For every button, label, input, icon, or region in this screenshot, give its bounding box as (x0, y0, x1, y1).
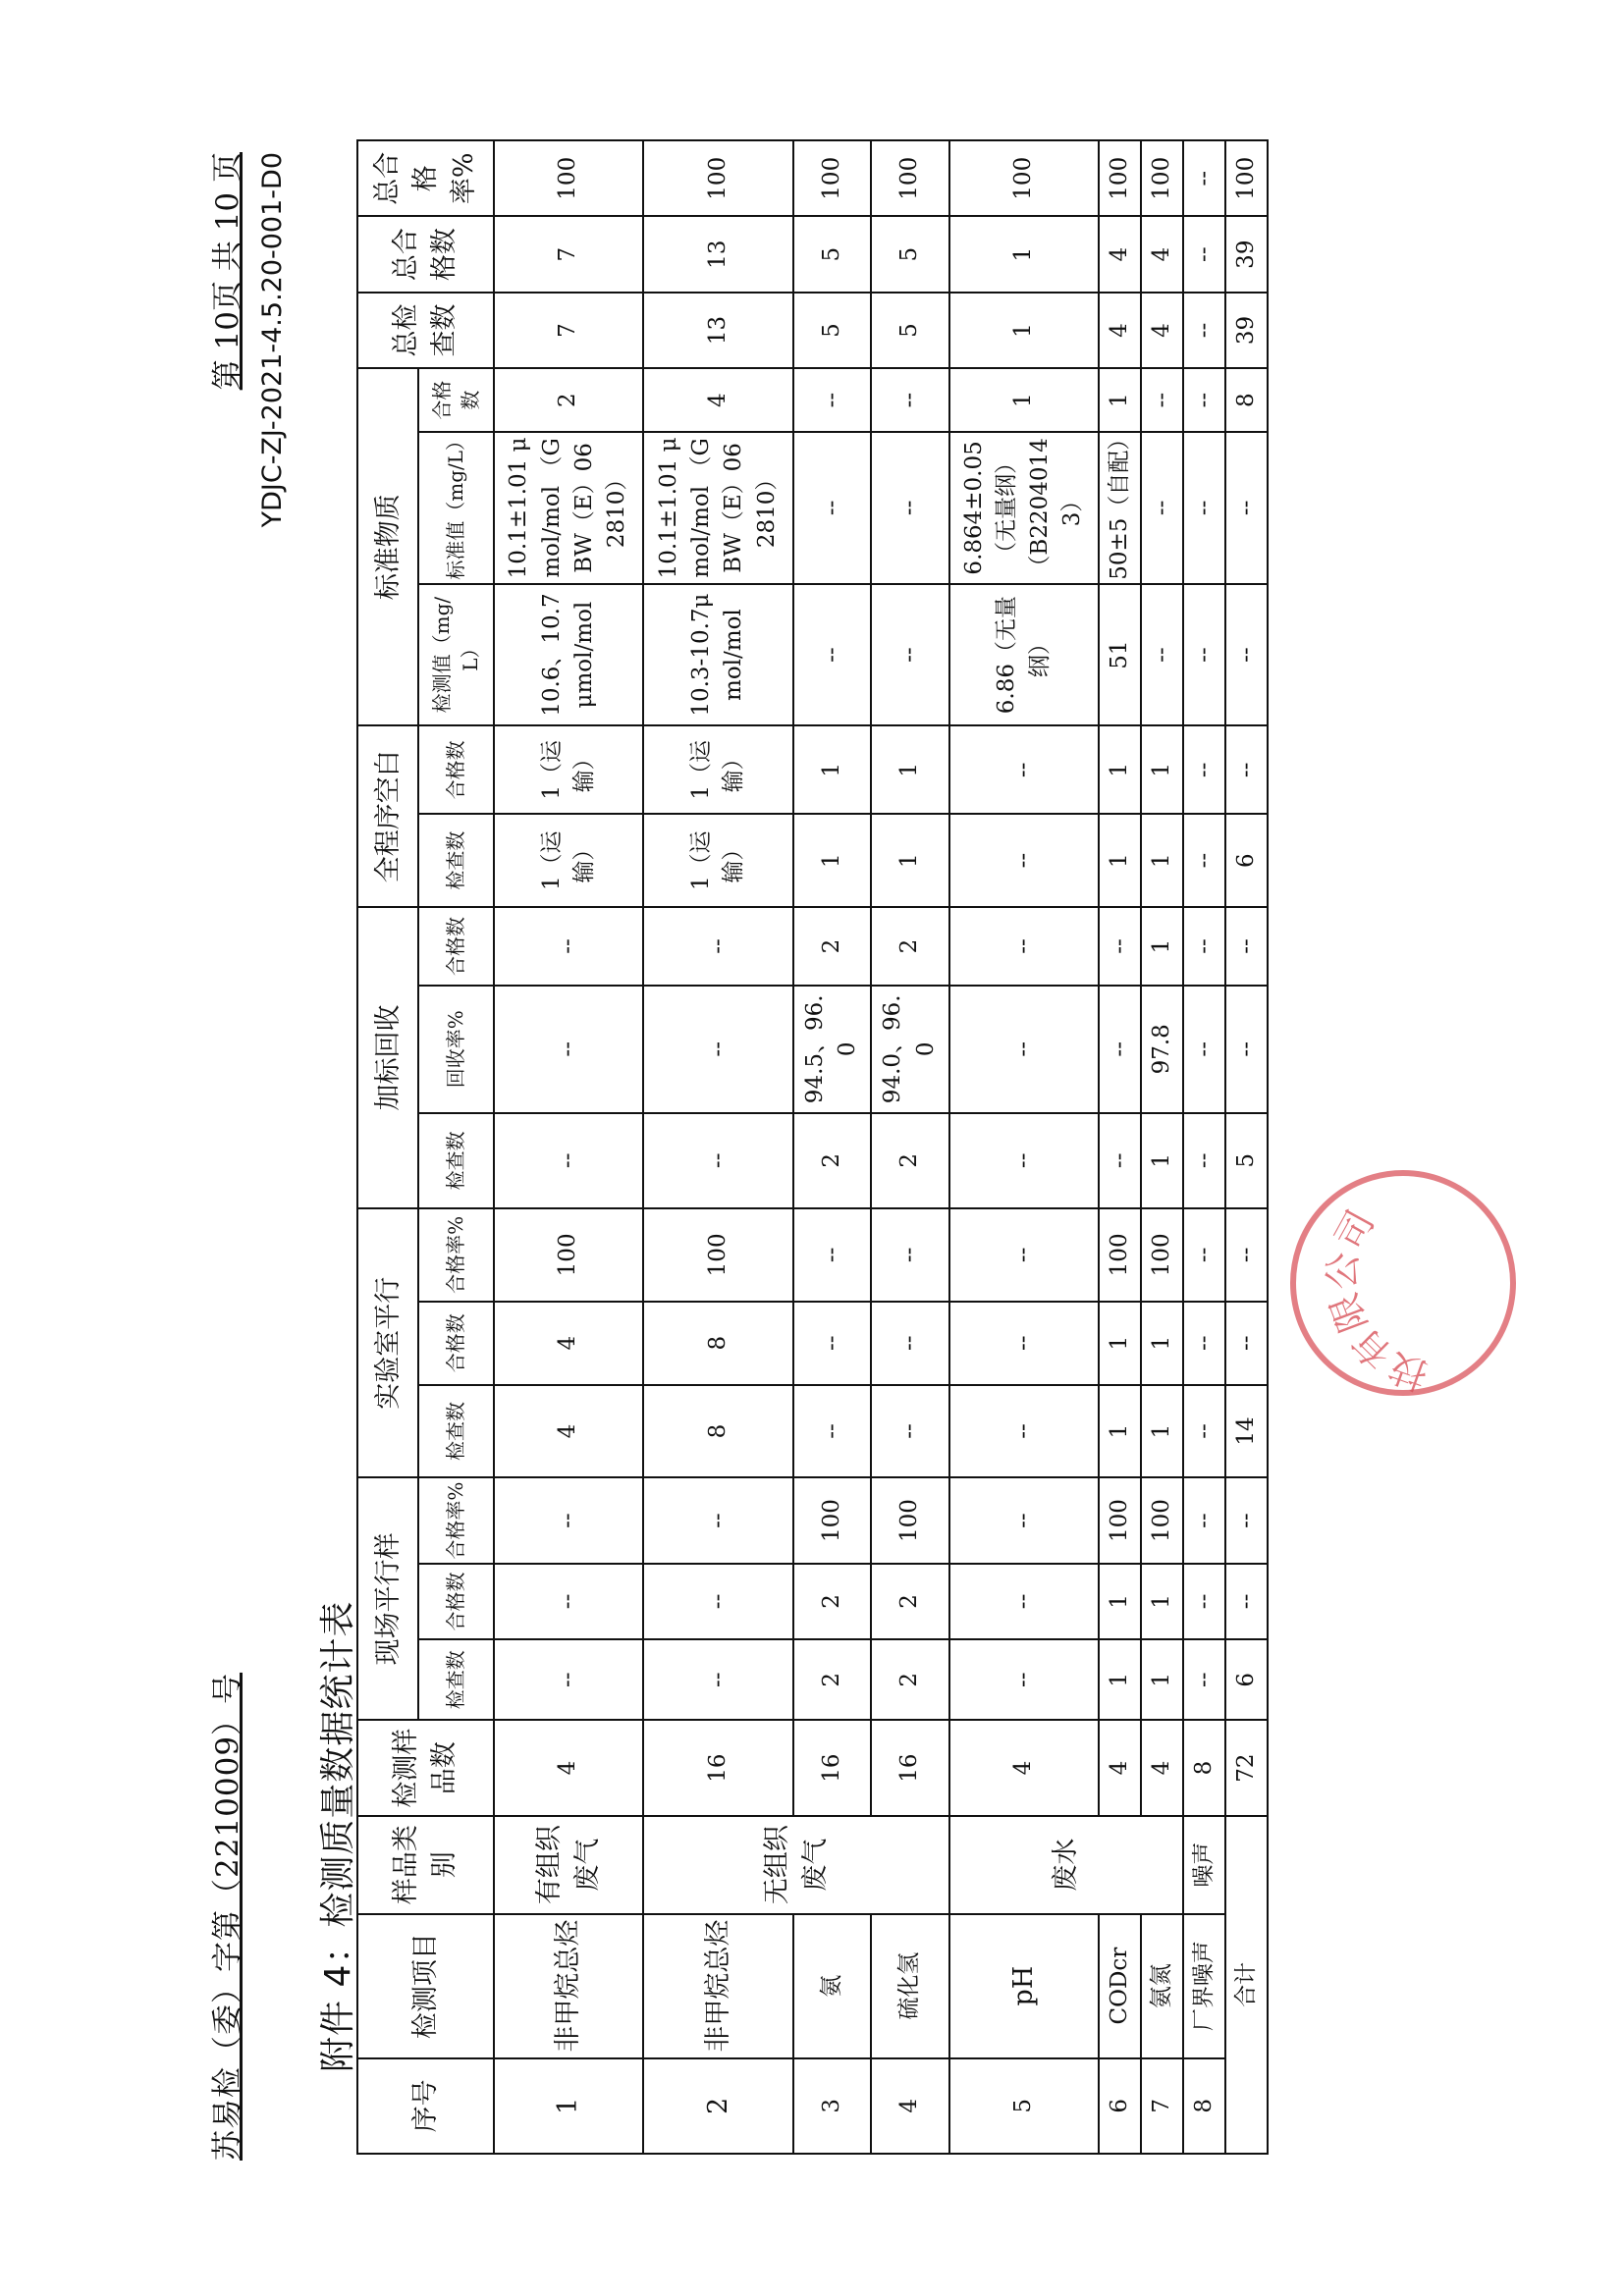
sub-pass-rate: 合格率% (418, 1208, 494, 1302)
cell-total-checked: 5 (793, 293, 871, 368)
cell-total-rate: 100 (871, 140, 948, 217)
sub-pass: 合格数 (418, 368, 494, 432)
cell-total-label: 合计 (1225, 1816, 1268, 2154)
cell-sr-rate: -- (1225, 986, 1268, 1113)
cell-sm-pass: -- (871, 368, 948, 432)
cell-sm-pass: 2 (494, 368, 643, 432)
cell-lp-checked: -- (793, 1385, 871, 1478)
cell-lp-rate: -- (1225, 1208, 1268, 1302)
cell-fb-checked: 1 (1099, 814, 1141, 907)
cell-lp-rate: 100 (1141, 1208, 1183, 1302)
cell-sm-pass: 4 (643, 368, 792, 432)
cell-lp-rate: -- (949, 1208, 1099, 1302)
cell-fp-rate: 100 (871, 1477, 948, 1563)
cell-sample-count: 16 (643, 1720, 792, 1815)
cell-total-checked: 39 (1225, 293, 1268, 368)
cell-fb-pass: 1 (793, 725, 871, 814)
cell-sr-pass: -- (1099, 907, 1141, 986)
cell-sr-checked: 1 (1141, 1113, 1183, 1208)
cell-total-checked: 5 (871, 293, 948, 368)
cell-fb-pass: -- (1183, 725, 1225, 814)
cell-sr-checked: -- (949, 1113, 1099, 1208)
cell-sr-pass: -- (949, 907, 1099, 986)
sub-pass: 合格数 (418, 1302, 494, 1385)
cell-lp-checked: -- (871, 1385, 948, 1478)
table-row (949, 140, 1099, 2154)
cell-sample-type: 噪声 (1183, 1816, 1225, 1914)
cell-total-checked: 4 (1099, 293, 1141, 368)
cell-sr-rate: -- (1183, 986, 1225, 1113)
cell-item: 氨氮 (1141, 1914, 1183, 2058)
cell-lp-pass: -- (793, 1302, 871, 1385)
cell-fp-pass: 1 (1141, 1564, 1183, 1639)
cell-fp-pass: 2 (871, 1564, 948, 1639)
cell-sm-pass: 1 (949, 368, 1099, 432)
cell-fb-checked: 1 (871, 814, 948, 907)
cell-lp-rate: -- (793, 1208, 871, 1302)
cell-sr-rate: 94.0、96.0 (871, 986, 948, 1113)
cell-fb-pass: 1（运输） (643, 725, 792, 814)
cell-total-pass: 4 (1099, 217, 1141, 293)
cell-fp-rate: -- (1225, 1477, 1268, 1563)
cell-sample-count: 4 (1141, 1720, 1183, 1815)
col-spike-recovery: 加标回收 (357, 907, 418, 1208)
sub-checked: 检查数 (418, 1113, 494, 1208)
page-number: 第 10页 共 10 页 (210, 152, 245, 391)
sub-pass-rate: 合格率% (418, 1477, 494, 1563)
cell-fp-checked: -- (1183, 1639, 1225, 1720)
cell-total-pass: 5 (793, 217, 871, 293)
cell-lp-pass: -- (949, 1302, 1099, 1385)
col-total-checked: 总检查数 (357, 293, 494, 368)
table-total-row (1225, 140, 1268, 2154)
cell-fp-rate: 100 (1141, 1477, 1183, 1563)
cell-item: 氨 (793, 1914, 871, 2058)
cell-sample-count: 8 (1183, 1720, 1225, 1815)
cell-sample-count: 4 (494, 1720, 643, 1815)
cell-fp-checked: 2 (793, 1639, 871, 1720)
cell-sr-rate: 94.5、96.0 (793, 986, 871, 1113)
cell-item: pH (949, 1914, 1099, 2058)
cell-sr-pass: -- (1183, 907, 1225, 986)
cell-total-checked: 13 (643, 293, 792, 368)
col-field-parallel: 现场平行样 (357, 1477, 418, 1720)
cell-sr-rate: 97.8 (1141, 986, 1183, 1113)
cell-lp-rate: -- (1183, 1208, 1225, 1302)
cell-fp-checked: 1 (1141, 1639, 1183, 1720)
cell-fb-pass: 1 (871, 725, 948, 814)
cell-lp-checked: 1 (1099, 1385, 1141, 1478)
cell-fp-pass: -- (949, 1564, 1099, 1639)
cell-fb-checked: 1 (1141, 814, 1183, 907)
cell-total-rate: 100 (494, 140, 643, 217)
company-seal (1283, 1162, 1524, 1403)
cell-sr-rate: -- (949, 986, 1099, 1113)
cell-total-pass: 5 (871, 217, 948, 293)
table-row (1183, 140, 1225, 2154)
cell-sm-measured: -- (1183, 584, 1225, 726)
cell-fp-rate: 100 (1099, 1477, 1141, 1563)
sub-measured: 检测值（mg/L） (418, 584, 494, 726)
cell-sm-standard: 6.864±0.05 （无量纲） （B22040143） (949, 432, 1099, 584)
cell-total-pass: 39 (1225, 217, 1268, 293)
quality-stats-table (356, 139, 1269, 2155)
cell-lp-pass: 1 (1099, 1302, 1141, 1385)
col-seq: 序号 (357, 2058, 494, 2154)
cell-sm-pass: -- (1183, 368, 1225, 432)
cell-fp-rate: -- (1183, 1477, 1225, 1563)
cell-total-checked: 7 (494, 293, 643, 368)
cell-sr-checked: 2 (871, 1113, 948, 1208)
cell-sr-checked: 2 (793, 1113, 871, 1208)
cell-total-rate: 100 (1099, 140, 1141, 217)
cell-sr-checked: -- (1183, 1113, 1225, 1208)
cell-seq: 1 (494, 2058, 643, 2154)
cell-sm-standard: -- (1225, 432, 1268, 584)
cell-sample-count: 4 (949, 1720, 1099, 1815)
cell-total-rate: 100 (793, 140, 871, 217)
cell-item: 非甲烷总烃 (494, 1914, 643, 2058)
cell-lp-checked: 8 (643, 1385, 792, 1478)
col-full-blank: 全程序空白 (357, 725, 418, 907)
cell-sr-pass: 1 (1141, 907, 1183, 986)
cell-lp-pass: -- (871, 1302, 948, 1385)
cell-fp-pass: 2 (793, 1564, 871, 1639)
cell-lp-rate: 100 (494, 1208, 643, 1302)
cell-sr-checked: -- (494, 1113, 643, 1208)
cell-fp-checked: 1 (1099, 1639, 1141, 1720)
sub-pass: 合格数 (418, 725, 494, 814)
cell-sr-checked: 5 (1225, 1113, 1268, 1208)
col-sample-type: 样品类别 (357, 1816, 494, 1914)
cell-sr-pass: 2 (871, 907, 948, 986)
table-title: 附件 4：检测质量数据统计表 (318, 1600, 358, 2072)
cell-sm-standard: 10.1±1.01 μmol/mol （GBW（E）062810） (643, 432, 792, 584)
cell-seq: 2 (643, 2058, 792, 2154)
cell-lp-rate: 100 (643, 1208, 792, 1302)
cell-seq: 3 (793, 2058, 871, 2154)
cell-sm-measured: 10.3-10.7μmol/mol (643, 584, 792, 726)
cell-fb-pass: -- (1225, 725, 1268, 814)
cell-total-pass: 7 (494, 217, 643, 293)
cell-lp-checked: 4 (494, 1385, 643, 1478)
cell-fp-rate: 100 (793, 1477, 871, 1563)
cell-sm-standard: 50±5（自配） (1099, 432, 1141, 584)
cell-sm-standard: -- (1141, 432, 1183, 584)
cell-sm-measured: 10.6、10.7μmol/mol (494, 584, 643, 726)
cell-lp-rate: -- (871, 1208, 948, 1302)
cell-lp-pass: -- (1183, 1302, 1225, 1385)
cell-lp-checked: 1 (1141, 1385, 1183, 1478)
cell-fp-checked: -- (949, 1639, 1099, 1720)
cell-sm-measured: -- (793, 584, 871, 726)
sub-recovery-rate: 回收率% (418, 986, 494, 1113)
col-total-rate: 总合格率% (357, 140, 494, 217)
sub-checked: 检查数 (418, 1385, 494, 1478)
cell-sm-standard: -- (871, 432, 948, 584)
cell-fp-checked: 2 (871, 1639, 948, 1720)
cell-lp-pass: -- (1225, 1302, 1268, 1385)
sub-pass: 合格数 (418, 1564, 494, 1639)
cell-lp-checked: -- (949, 1385, 1099, 1478)
cell-fp-checked: -- (494, 1639, 643, 1720)
cell-sr-rate: -- (1099, 986, 1141, 1113)
cell-total-rate: 100 (1225, 140, 1268, 217)
col-lab-parallel: 实验室平行 (357, 1208, 418, 1477)
cell-seq: 7 (1141, 2058, 1183, 2154)
cell-sr-rate: -- (643, 986, 792, 1113)
cell-sm-standard: 10.1±1.01 μmol/mol （GBW（E）062810） (494, 432, 643, 584)
sub-std-value: 标准值（mg/L） (418, 432, 494, 584)
cell-sm-measured: 6.86（无量纲） (949, 584, 1099, 726)
cell-lp-checked: 14 (1225, 1385, 1268, 1478)
sub-pass: 合格数 (418, 907, 494, 986)
cell-item: 硫化氢 (871, 1914, 948, 2058)
cell-fb-pass: 1 (1099, 725, 1141, 814)
sub-checked: 检查数 (418, 814, 494, 907)
cell-sm-standard: -- (793, 432, 871, 584)
cell-sample-type: 无组织废气 (643, 1816, 948, 1914)
cell-lp-pass: 1 (1141, 1302, 1183, 1385)
cell-fb-checked: 1（运输） (494, 814, 643, 907)
cell-fb-checked: 1（运输） (643, 814, 792, 907)
cell-fb-checked: -- (949, 814, 1099, 907)
svg-text:技有限公司: 技有限公司 (1320, 1202, 1434, 1398)
cell-seq: 6 (1099, 2058, 1141, 2154)
cell-sample-count: 72 (1225, 1720, 1268, 1815)
cell-sm-pass: -- (793, 368, 871, 432)
cell-sm-pass: -- (1141, 368, 1183, 432)
cell-sr-pass: -- (1225, 907, 1268, 986)
cell-total-pass: 1 (949, 217, 1099, 293)
cell-total-checked: -- (1183, 293, 1225, 368)
cell-lp-rate: 100 (1099, 1208, 1141, 1302)
cell-total-pass: -- (1183, 217, 1225, 293)
cell-fp-pass: -- (1225, 1564, 1268, 1639)
cell-sr-pass: -- (643, 907, 792, 986)
cell-fp-pass: 1 (1099, 1564, 1141, 1639)
cell-sr-rate: -- (494, 986, 643, 1113)
cell-sr-checked: -- (643, 1113, 792, 1208)
cell-fp-rate: -- (643, 1477, 792, 1563)
cell-fb-pass: 1（运输） (494, 725, 643, 814)
cell-fb-checked: 6 (1225, 814, 1268, 907)
report-number: 苏易检（委）字第（2210009）号 (210, 1672, 245, 2161)
cell-fp-rate: -- (494, 1477, 643, 1563)
cell-sm-measured: 51 (1099, 584, 1141, 726)
cell-sm-measured: -- (871, 584, 948, 726)
col-standard: 标准物质 (357, 368, 418, 725)
cell-sample-type: 有组织废气 (494, 1816, 643, 1914)
table-row (643, 140, 792, 2154)
cell-sample-count: 16 (871, 1720, 948, 1815)
cell-sm-measured: -- (1141, 584, 1183, 726)
cell-fp-checked: 6 (1225, 1639, 1268, 1720)
cell-fb-pass: 1 (1141, 725, 1183, 814)
cell-seq: 8 (1183, 2058, 1225, 2154)
cell-seq: 5 (949, 2058, 1099, 2154)
cell-total-checked: 4 (1141, 293, 1183, 368)
col-sample-count: 检测样品数 (357, 1720, 494, 1815)
cell-total-pass: 4 (1141, 217, 1183, 293)
cell-sr-checked: -- (1099, 1113, 1141, 1208)
cell-total-pass: 13 (643, 217, 792, 293)
col-total-pass: 总合格数 (357, 217, 494, 293)
cell-sample-count: 16 (793, 1720, 871, 1815)
cell-fp-checked: -- (643, 1639, 792, 1720)
cell-lp-pass: 4 (494, 1302, 643, 1385)
document-code: YDJC-ZJ-2021-4.5.20-001-D0 (257, 152, 288, 528)
cell-fp-pass: -- (494, 1564, 643, 1639)
cell-sample-type: 废水 (949, 1816, 1183, 1914)
cell-sm-pass: 1 (1099, 368, 1141, 432)
cell-fp-pass: -- (643, 1564, 792, 1639)
cell-total-checked: 1 (949, 293, 1099, 368)
cell-sr-pass: 2 (793, 907, 871, 986)
cell-item: 厂界噪声 (1183, 1914, 1225, 2058)
cell-lp-pass: 8 (643, 1302, 792, 1385)
cell-fb-checked: 1 (793, 814, 871, 907)
cell-sample-count: 4 (1099, 1720, 1141, 1815)
cell-total-rate: 100 (949, 140, 1099, 217)
table-row (494, 140, 643, 2154)
cell-sm-pass: 8 (1225, 368, 1268, 432)
col-item: 检测项目 (357, 1914, 494, 2058)
cell-fb-checked: -- (1183, 814, 1225, 907)
cell-sr-pass: -- (494, 907, 643, 986)
cell-fp-rate: -- (949, 1477, 1099, 1563)
cell-item: CODcr (1099, 1914, 1141, 2058)
cell-sm-standard: -- (1183, 432, 1225, 584)
cell-total-rate: 100 (643, 140, 792, 217)
cell-lp-checked: -- (1183, 1385, 1225, 1478)
cell-seq: 4 (871, 2058, 948, 2154)
cell-sm-measured: -- (1225, 584, 1268, 726)
cell-item: 非甲烷总烃 (643, 1914, 792, 2058)
cell-total-rate: -- (1183, 140, 1225, 217)
cell-total-rate: 100 (1141, 140, 1183, 217)
cell-fp-pass: -- (1183, 1564, 1225, 1639)
cell-fb-pass: -- (949, 725, 1099, 814)
sub-checked: 检查数 (418, 1639, 494, 1720)
